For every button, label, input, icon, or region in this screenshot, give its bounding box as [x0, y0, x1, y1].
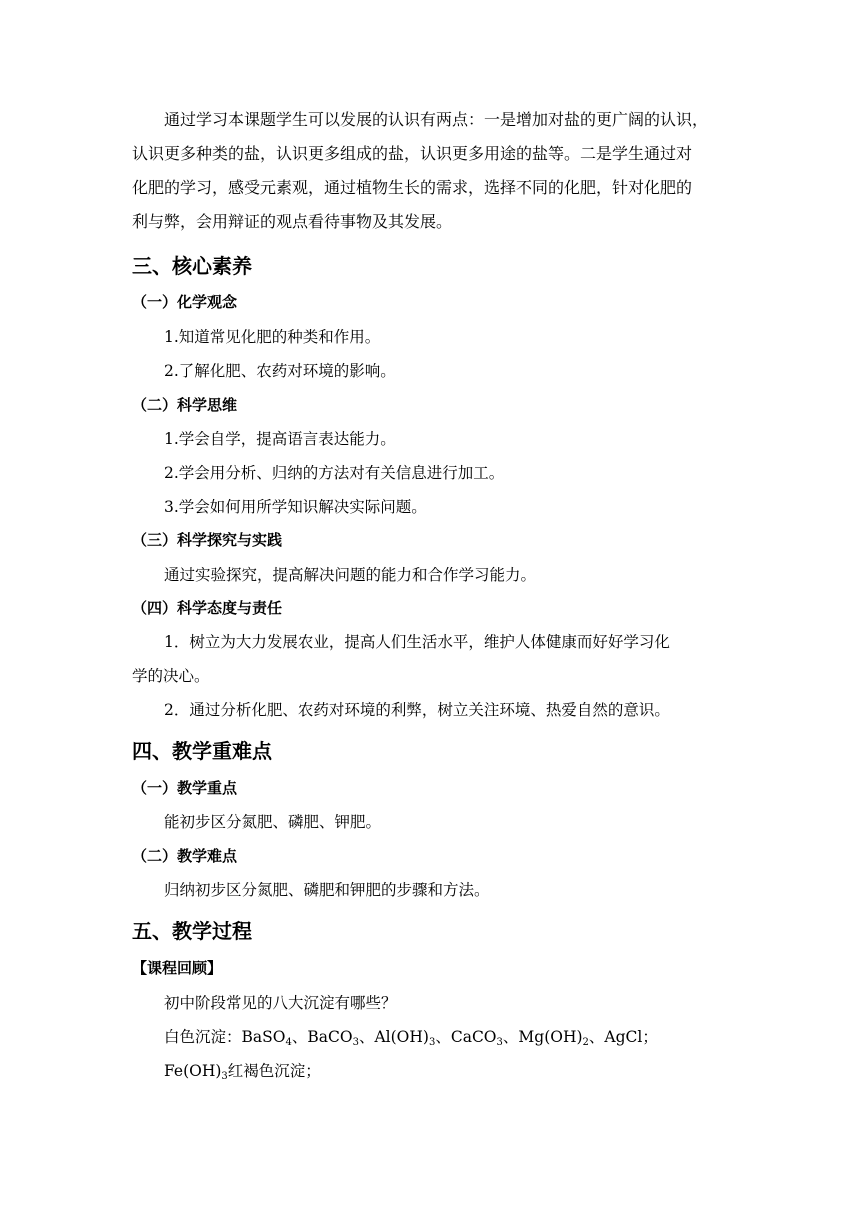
- sec3-sub1-item-1: 1.知道常见化肥的种类和作用。: [164, 328, 381, 346]
- separator: 、: [588, 1028, 605, 1046]
- formula-subscript: 2: [582, 1037, 589, 1048]
- sec3-sub2-heading: （二）科学思维: [132, 396, 238, 414]
- red-precipitate-line: [164, 1059, 321, 1081]
- formula-subscript: 3: [352, 1037, 359, 1048]
- review-question: 初中阶段常见的八大沉淀有哪些？: [164, 994, 397, 1012]
- formula-base: CaCO: [450, 1028, 497, 1046]
- sec4-sub2-heading: （二）教学难点: [132, 847, 238, 865]
- white-precipitate-formulas: [242, 1028, 658, 1046]
- sec3-sub4-heading: （四）科学态度与责任: [132, 599, 283, 617]
- formula-base: Mg(OH): [518, 1028, 583, 1046]
- formula-subscript: 4: [285, 1037, 292, 1048]
- sec4-sub1-heading: （一）教学重点: [132, 779, 238, 797]
- review-heading: 【课程回顾】: [132, 959, 223, 977]
- section-3-heading: 三、核心素养: [132, 254, 252, 278]
- formula-1: [307, 1028, 359, 1046]
- separator: ；: [642, 1028, 658, 1046]
- red-precipitate-text: 红褐色沉淀；: [227, 1062, 321, 1080]
- intro-line-1: 通过学习本课题学生可以发展的认识有两点：一是增加对盐的更广阔的认识，: [164, 110, 709, 129]
- sec3-sub4-item-1a: 1．树立为大力发展农业，提高人们生活水平，维护人体健康而好好学习化: [164, 633, 670, 651]
- sec3-sub2-item-3: 3.学会如何用所学知识解决实际问题。: [164, 498, 427, 516]
- red-formula: [164, 1062, 228, 1080]
- sec3-sub4-item-1b: 学的决心。: [132, 667, 210, 685]
- section-5-heading: 五、教学过程: [132, 919, 252, 943]
- formula-base: Al(OH): [374, 1028, 429, 1046]
- intro-line-3: 化肥的学习，感受元素观，通过植物生长的需求，选择不同的化肥，针对化肥的: [132, 178, 693, 197]
- red-formula-subscript: 3: [221, 1071, 228, 1082]
- formula-base: BaCO: [307, 1028, 353, 1046]
- section-4-heading: 四、教学重难点: [132, 739, 272, 763]
- formula-2: [374, 1028, 435, 1046]
- separator: 、: [435, 1028, 451, 1046]
- sec3-sub1-item-2: 2.了解化肥、农药对环境的影响。: [164, 362, 396, 380]
- formula-base: AgCl: [604, 1028, 643, 1046]
- formula-5: [604, 1028, 642, 1046]
- sec3-sub3-text: 通过实验探究，提高解决问题的能力和合作学习能力。: [164, 566, 537, 584]
- formula-3: [451, 1028, 503, 1046]
- sec3-sub3-heading: （三）科学探究与实践: [132, 531, 283, 549]
- formula-subscript: 3: [428, 1037, 436, 1048]
- sec3-sub4-item-2: 2．通过分析化肥、农药对环境的利弊，树立关注环境、热爱自然的意识。: [164, 701, 670, 719]
- formula-4: [518, 1028, 589, 1046]
- formula-0: [242, 1028, 292, 1046]
- intro-line-4: 利与弊，会用辩证的观点看待事物及其发展。: [132, 212, 453, 231]
- sec4-sub1-text: 能初步区分氮肥、磷肥、钾肥。: [164, 813, 382, 831]
- white-precipitate-label: 白色沉淀：: [164, 1028, 242, 1046]
- intro-paragraph: [132, 103, 742, 239]
- separator: 、: [291, 1028, 308, 1046]
- formula-base: BaSO: [241, 1028, 286, 1046]
- formula-subscript: 3: [496, 1037, 503, 1048]
- white-precipitate-line: [164, 1025, 658, 1047]
- separator: 、: [358, 1028, 375, 1046]
- sec3-sub2-item-2: 2.学会用分析、归纳的方法对有关信息进行加工。: [164, 464, 505, 482]
- sec3-sub2-item-1: 1.学会自学，提高语言表达能力。: [164, 430, 396, 448]
- separator: 、: [502, 1028, 519, 1046]
- sec3-sub1-heading: （一）化学观念: [132, 293, 238, 311]
- red-formula-base: Fe(OH): [164, 1062, 222, 1080]
- intro-line-2: 认识更多种类的盐，认识更多组成的盐，认识更多用途的盐等。二是学生通过对: [132, 144, 693, 163]
- sec4-sub2-text: 归纳初步区分氮肥、磷肥和钾肥的步骤和方法。: [164, 881, 490, 899]
